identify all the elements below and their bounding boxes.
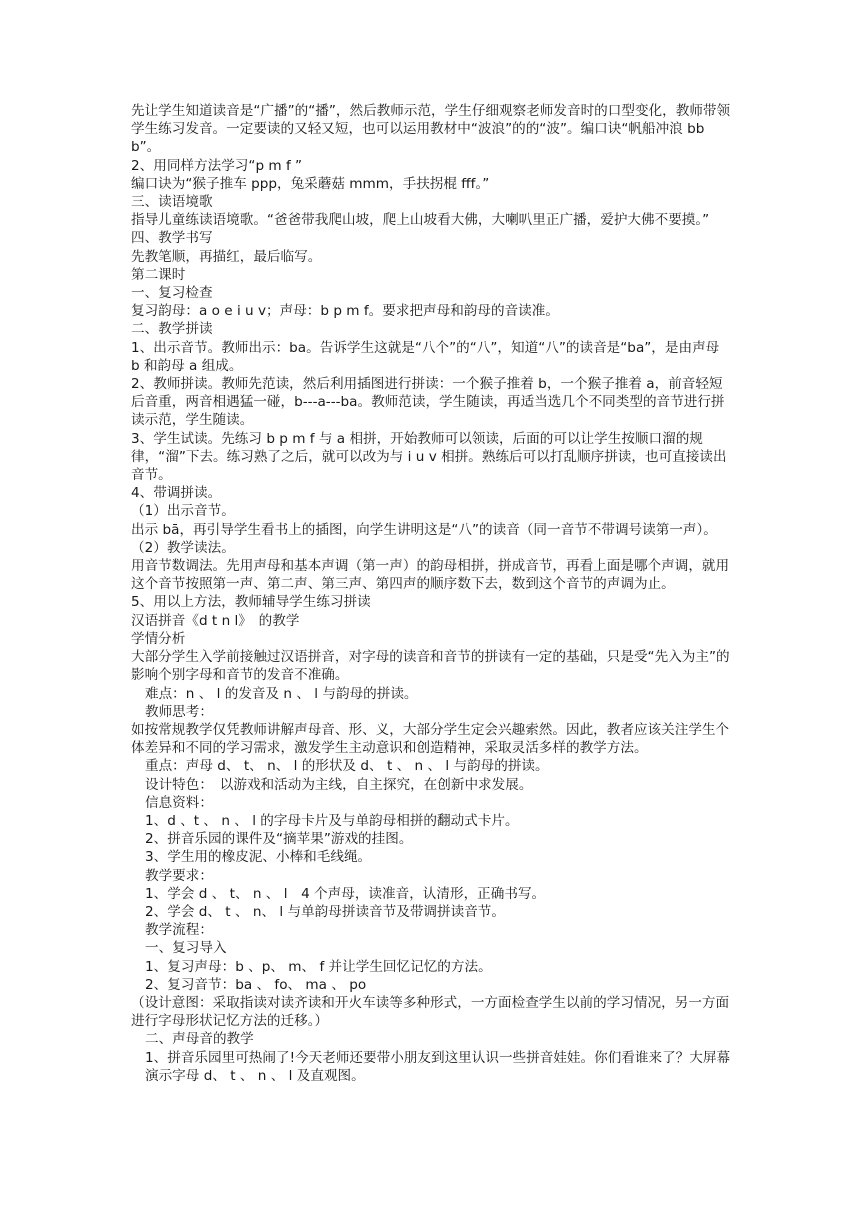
paragraph: 教师思考： (145, 703, 213, 720)
paragraph: 大部分学生入学前接触过汉语拼音，对字母的读音和音节的拼读有一定的基础，只是受“先入为主”的影响个别字母和音节的发音不准确。 (131, 649, 730, 684)
paragraph: 三、读语境歌 (131, 194, 213, 211)
paragraph: 2、用同样方法学习“p m f ” (131, 157, 303, 174)
paragraph: 难点：n 、 l 的发音及 n 、 l 与韵母的拼读。 (145, 685, 418, 702)
paragraph: 用音节数调法。先用声母和基本声调（第一声）的韵母相拼，拼成音节，再看上面是哪个声调，就用这个音节按照第一声、第二声、第三声、第四声的顺序数下去，数到这个音节的声调为止。 (131, 558, 730, 593)
paragraph: 第二课时 (131, 266, 186, 283)
paragraph: 2、复习音节：ba 、 fo、 ma 、 po (145, 976, 367, 993)
paragraph: 如按常规教学仅凭教师讲解声母音、形、义，大部分学生定会兴趣索然。因此，教者应该关注学生个体差异和不同的学习需求，激发学生主动意识和创造精神，采取灵活多样的教学方法。 (131, 721, 730, 757)
paragraph: 1、复习声母：b 、p、 m、 f 并让学生回忆记忆的方法。 (145, 958, 492, 975)
paragraph: 汉语拼音《d t n l》 的教学 (131, 612, 300, 629)
paragraph: 先教笔顺，再描红，最后临写。 (131, 248, 322, 265)
paragraph: 2、教师拼读。教师先范读，然后利用插图进行拼读：一个猴子推着 b，一个猴子推着 a，前音轻短后音重，两音相遇猛一碰，b---a---ba。教师范读，学生随读，再适当选几个不同类型的音节进行拼读示范，学生随读。 (131, 376, 725, 429)
paragraph: 3、学生试读。先练习 b p m f 与 a 相拼，开始教师可以领读，后面的可以让学生按顺口溜的规律，“溜”下去。练习熟了之后，就可以改为与 i u v 相拼。熟练后可以打乱顺序拼读，也可直接读出音节。 (131, 430, 727, 484)
paragraph: 2、拼音乐园的课件及“摘苹果”游戏的挂图。 (145, 831, 413, 848)
paragraph: 1、拼音乐园里可热闹了!今天老师还要带小朋友到这里认识一些拼音娃娃。你们看谁来了？大屏幕演示字母 d、 t 、 n 、 l 及直观图。 (145, 1049, 731, 1084)
paragraph: 一、复习检查 (131, 285, 213, 302)
paragraph: 3、学生用的橡皮泥、小棒和毛线绳。 (145, 849, 372, 866)
paragraph: 教学流程： (145, 922, 213, 939)
paragraph: 1、学会 d 、 t、 n 、 l 4 个声母，读准音，认清形，正确书写。 (145, 885, 546, 902)
paragraph: 出示 bā，再引导学生看书上的插图，向学生讲明这是“八”的读音（同一音节不带调号读第一声）。 (131, 521, 717, 538)
paragraph: 编口诀为“猴子推车 ppp，兔采蘑菇 mmm，手扶拐棍 fff。” (131, 175, 490, 192)
document-body (131, 102, 731, 1085)
paragraph: （2）教学读法。 (131, 539, 235, 556)
paragraph: 5、用以上方法，教师辅导学生练习拼读 (131, 594, 371, 611)
paragraph: 4、带调拼读。 (131, 485, 222, 502)
paragraph: 二、教学拼读 (131, 321, 213, 338)
paragraph: 学情分析 (131, 630, 186, 647)
paragraph: 一、复习导入 (145, 940, 227, 957)
paragraph: 先让学生知道读音是“广播”的“播”，然后教师示范，学生仔细观察老师发音时的口型变化，教师带领学生练习发音。一定要读的又轻又短，也可以运用教材中“波浪”的的“波”。编口诀“帆船冲浪 bbb”。 (131, 103, 731, 156)
paragraph: 教学要求： (145, 867, 213, 884)
paragraph: （设计意图：采取指读对读齐读和开火车读等多种形式，一方面检查学生以前的学习情况，另一方面进行字母形状记忆方法的迁移。） (131, 994, 730, 1030)
paragraph: 1、d 、t 、 n 、 l 的字母卡片及与单韵母相拼的翻动式卡片。 (145, 812, 519, 829)
paragraph: 2、学会 d、 t 、 n、 l 与单韵母拼读音节及带调拼读音节。 (145, 903, 505, 920)
paragraph: 二、声母音的教学 (145, 1031, 254, 1048)
paragraph: 复习韵母：a o e i u v；声母：b p m f。要求把声母和韵母的音读准。 (131, 303, 559, 320)
paragraph: 指导儿童练读语境歌。“爸爸带我爬山坡，爬上山坡看大佛，大喇叭里正广播，爱护大佛不要摸。” (131, 212, 710, 229)
paragraph: （1）出示音节。 (131, 503, 235, 520)
paragraph: 四、教学书写 (131, 230, 213, 247)
paragraph: 1、出示音节。教师出示：ba。告诉学生这就是“八个”的“八”，知道“八”的读音是“ba”，是由声母 b 和韵母 a 组成。 (131, 339, 720, 374)
paragraph: 重点：声母 d、 t、 n、 l 的形状及 d、 t 、 n 、 l 与韵母的拼读。 (145, 758, 549, 775)
paragraph: 设计特色： 以游戏和活动为主线，自主探究，在创新中求发展。 (145, 776, 533, 793)
paragraph: 信息资料： (145, 794, 213, 811)
